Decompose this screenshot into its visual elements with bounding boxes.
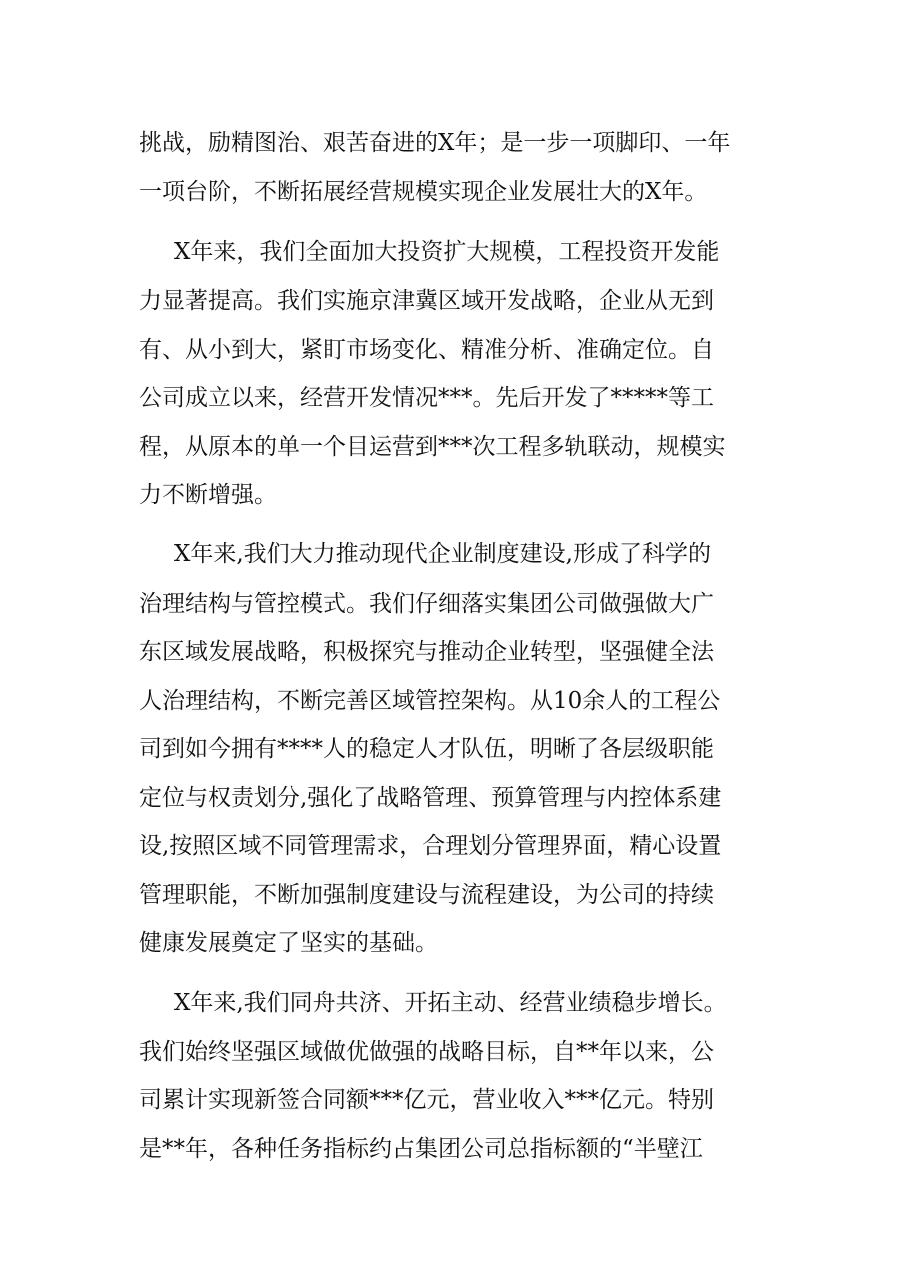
text-line: 东区域发展战略，积极探究与推动企业转型，坚强健全法 [139, 639, 714, 665]
text-line: 定位与权责划分,强化了战略管理、预算管理与内控体系建 [139, 785, 722, 811]
text-line: 力显著提高。我们实施京津冀区域开发战略，企业从无到 [139, 288, 714, 314]
text-line: 治理结构与管控模式。我们仔细落实集团公司做强做大广 [139, 591, 714, 617]
text-line: 是**年，各种任务指标约占集团公司总指标额的“半壁江 [139, 1136, 703, 1162]
text-line: 程，从原本的单一个目运营到***次工程多轨联动，规模实 [139, 434, 726, 460]
text-line: 我们始终坚强区域做优做强的战略目标，自**年以来，公 [139, 1039, 714, 1065]
paragraph-first-line: X年来,我们同舟共济、开拓主动、经营业绩稳步增长。 [174, 990, 727, 1016]
text-line: 有、从小到大，紧盯市场变化、精准分析、准确定位。自 [139, 337, 714, 363]
text-line: 力不断增强。 [139, 482, 277, 508]
text-line: 公司成立以来，经营开发情况***。先后开发了*****等工 [139, 385, 714, 411]
text-line: 健康发展奠定了坚实的基础。 [139, 930, 438, 956]
text-line: 司到如今拥有****人的稳定人才队伍，明晰了各层级职能 [139, 736, 714, 762]
paragraph-first-line: X年来,我们大力推动现代企业制度建设,形成了科学的 [174, 541, 711, 567]
text-line: 设,按照区域不同管理需求，合理划分管理界面，精心设置 [139, 833, 722, 859]
text-line: 管理职能，不断加强制度建设与流程建设，为公司的持续 [139, 882, 714, 908]
paragraph-first-line: X年来，我们全面加大投资扩大规模，工程投资开发能 [174, 239, 720, 265]
text-line: 挑战，励精图治、艰苦奋进的X年；是一步一项脚印、一年 [139, 130, 731, 156]
text-line: 人治理结构，不断完善区域管控架构。从10余人的工程公 [139, 688, 721, 714]
text-line: 一项台阶，不断拓展经营规模实现企业发展壮大的X年。 [139, 179, 708, 205]
text-line: 司累计实现新签合同额***亿元，营业收入***亿元。特别 [139, 1087, 714, 1113]
